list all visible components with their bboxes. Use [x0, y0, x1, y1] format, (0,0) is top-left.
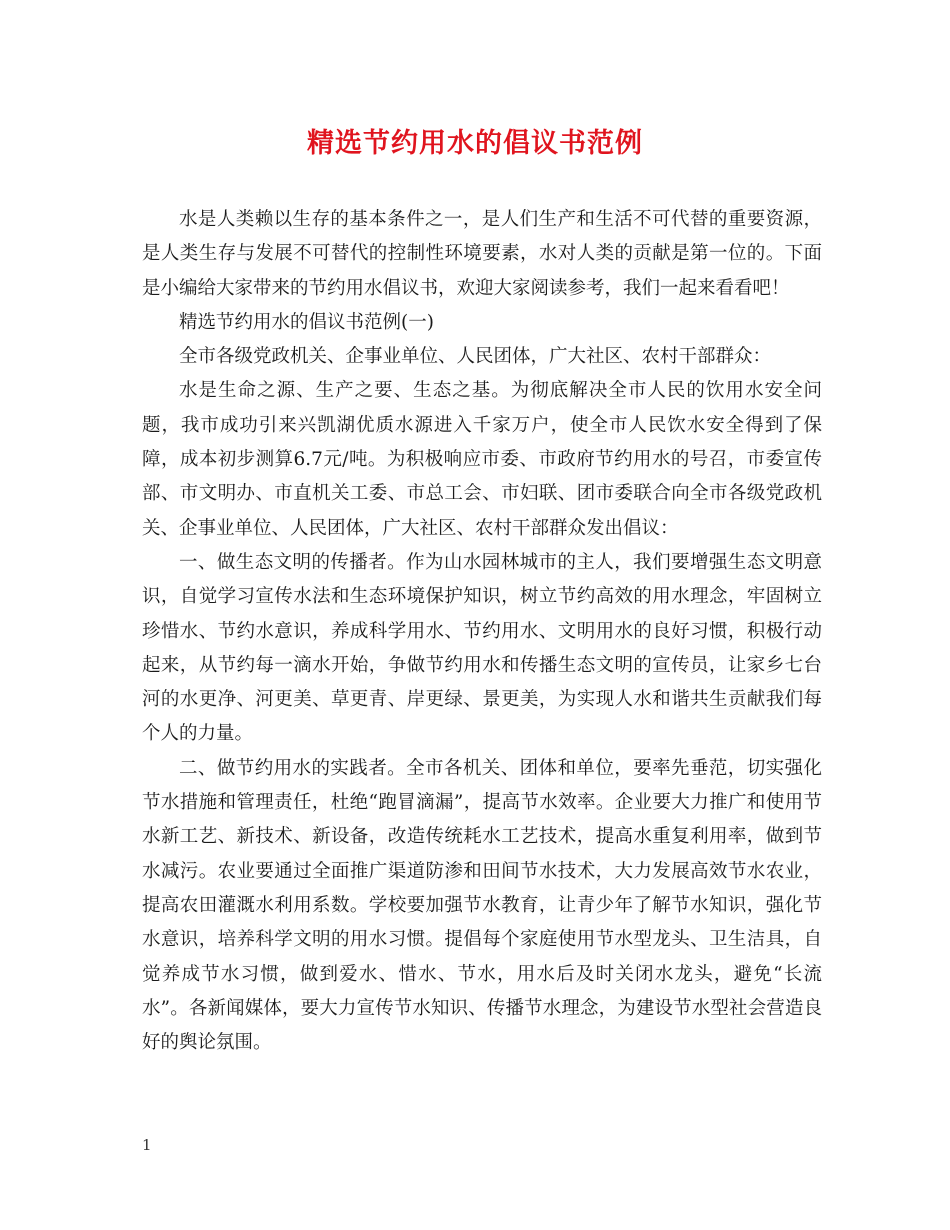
proposal-two-paragraph: 二、做节约用水的实践者。全市各机关、团体和单位，要率先垂范，切实强化节水措施和管理责任，杜绝“跑冒滴漏”，提高节水效率。企业要大力推广和使用节水新工艺、新技术、新设备，改造传统耗水工艺技术，提高水重复利用率，做到节水减污。农业要通过全面推广渠道防渗和田间节水技术，大力发展高效节水农业，提高农田灌溉水利用系数。学校要加强节水教育，让青少年了解节水知识，强化节水意识，培养科学文明的用水习惯。提倡每个家庭使用节水型龙头、卫生洁具，自觉养成节水习惯，做到爱水、惜水、节水，用水后及时关闭水龙头，避免“长流水”。各新闻媒体，要大力宣传节水知识、传播节水理念，为建设节水型社会营造良好的舆论氛围。: [142, 757, 822, 1054]
intro-paragraph: 水是人类赖以生存的基本条件之一，是人们生产和生活不可代替的重要资源，是人类生存与发展不可替代的控制性环境要素，水对人类的贡献是第一位的。下面是小编给大家带来的节约用水倡议书，欢迎大家阅读参考，我们一起来看看吧！: [142, 209, 822, 299]
section-heading: 精选节约用水的倡议书范例(一): [179, 311, 434, 333]
salutation-paragraph: 全市各级党政机关、企事业单位、人民团体，广大社区、农村干部群众：: [179, 346, 772, 368]
document-body: [142, 203, 822, 1060]
background-paragraph: 水是生命之源、生产之要、生态之基。为彻底解决全市人民的饮用水安全问题，我市成功引来兴凯湖优质水源进入千家万户，使全市人民饮水安全得到了保障，成本初步测算6.7元/吨。为积极响应市委、市政府节约用水的号召，市委宣传部、市文明办、市直机关工委、市总工会、市妇联、团市委联合向全市各级党政机关、企事业单位、人民团体，广大社区、农村干部群众发出倡议：: [142, 380, 822, 539]
document-title: 精选节约用水的倡议书范例: [307, 128, 643, 159]
page-number: 1: [142, 1136, 152, 1154]
proposal-one-paragraph: 一、做生态文明的传播者。作为山水园林城市的主人，我们要增强生态文明意识，自觉学习宣传水法和生态环境保护知识，树立节约高效的用水理念，牢固树立珍惜水、节约水意识，养成科学用水、节约用水、文明用水的良好习惯，积极行动起来，从节约每一滴水开始，争做节约用水和传播生态文明的宣传员，让家乡七台河的水更净、河更美、草更青、岸更绿、景更美，为实现人水和谐共生贡献我们每个人的力量。: [142, 551, 822, 745]
